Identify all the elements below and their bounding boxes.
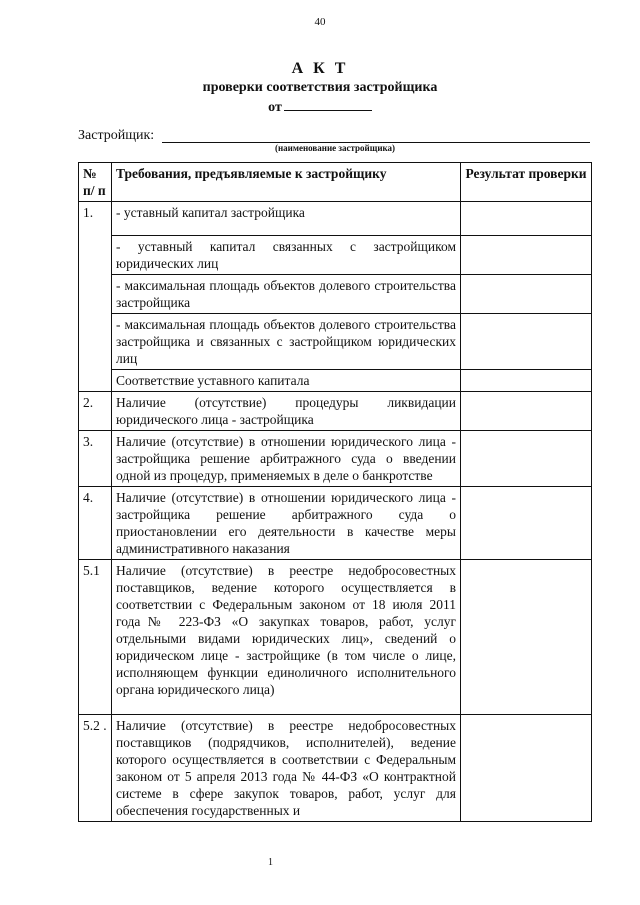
row-result-cell[interactable] xyxy=(461,431,592,487)
table-row xyxy=(79,314,592,370)
row-result-cell[interactable] xyxy=(461,392,592,431)
table-row xyxy=(79,275,592,314)
page-number: 40 xyxy=(314,16,326,28)
row-number: 4. xyxy=(79,487,112,560)
document-title: А К Т xyxy=(291,60,349,77)
row-requirement: Наличие (отсутствие) процедуры ликвидации юридического лица - застройщика xyxy=(112,392,461,431)
footer-mark: 1 xyxy=(268,857,273,868)
row-requirement: Соответствие уставного капитала xyxy=(112,370,461,392)
row-result-cell[interactable] xyxy=(461,370,592,392)
table-row xyxy=(79,370,592,392)
requirements-table xyxy=(78,162,592,822)
row-number: 5.2 . xyxy=(79,715,112,822)
row-requirement: - уставный капитал связанных с застройщиком юридических лиц xyxy=(112,236,461,275)
row-result-cell[interactable] xyxy=(461,715,592,822)
row-requirement: - уставный капитал застройщика xyxy=(112,202,461,236)
table-row xyxy=(79,487,592,560)
row-number: 3. xyxy=(79,431,112,487)
table-row xyxy=(79,392,592,431)
row-result-cell[interactable] xyxy=(461,202,592,236)
row-requirement: - максимальная площадь объектов долевого строительства застройщика и связанных с застройщиком юридических лиц xyxy=(112,314,461,370)
header-number: № п/ п xyxy=(79,163,112,202)
date-prefix: от xyxy=(268,100,282,115)
row-number: 1. xyxy=(79,202,112,392)
row-number: 2. xyxy=(79,392,112,431)
document-subtitle: проверки соответствия застройщика xyxy=(202,80,438,95)
date-line xyxy=(0,98,640,116)
row-result-cell[interactable] xyxy=(461,487,592,560)
table-row xyxy=(79,560,592,715)
row-requirement: Наличие (отсутствие) в реестре недобросовестных поставщиков (подрядчиков, исполнителей), ведение которого осуществляется в соответствии с Федеральным законом от 5 апреля 2013 года № 44-ФЗ «О контрактной системе в сфере закупок товаров, работ, услуг для обеспечения государственных и xyxy=(112,715,461,822)
table-header-row xyxy=(79,163,592,202)
row-requirement: Наличие (отсутствие) в отношении юридического лица - застройщика решение арбитражного суда о введении одной из процедур, применяемых в деле о банкротстве xyxy=(112,431,461,487)
row-result-cell[interactable] xyxy=(461,560,592,715)
date-blank-field[interactable] xyxy=(284,98,372,111)
row-result-cell[interactable] xyxy=(461,236,592,275)
row-result-cell[interactable] xyxy=(461,314,592,370)
developer-label: Застройщик: xyxy=(78,128,155,143)
row-requirement: Наличие (отсутствие) в отношении юридического лица - застройщика решение арбитражного суда о приостановлении его деятельности в качестве меры административного наказания xyxy=(112,487,461,560)
developer-row xyxy=(78,128,588,144)
row-number: 5.1 xyxy=(79,560,112,715)
table-row xyxy=(79,715,592,822)
table-row xyxy=(79,236,592,275)
row-result-cell[interactable] xyxy=(461,275,592,314)
row-requirement: - максимальная площадь объектов долевого строительства застройщика xyxy=(112,275,461,314)
header-result: Результат проверки xyxy=(461,163,592,202)
table-row xyxy=(79,431,592,487)
table-row xyxy=(79,202,592,236)
row-requirement: Наличие (отсутствие) в реестре недобросовестных поставщиков, ведение которого осуществляется в соответствии с Федеральным законом от 18 июля 2011 года№ 223-ФЗ «О закупках товаров, работ, услуг отдельными видами юридических лиц», сведений о юридическом лице - застройщике (в том числе о лице, исполняющем функции единоличного исполнительного органа юридического лица) xyxy=(112,560,461,715)
developer-caption: (наименование застройщика) xyxy=(274,143,396,153)
header-requirements: Требования, предъявляемые к застройщику xyxy=(112,163,461,202)
